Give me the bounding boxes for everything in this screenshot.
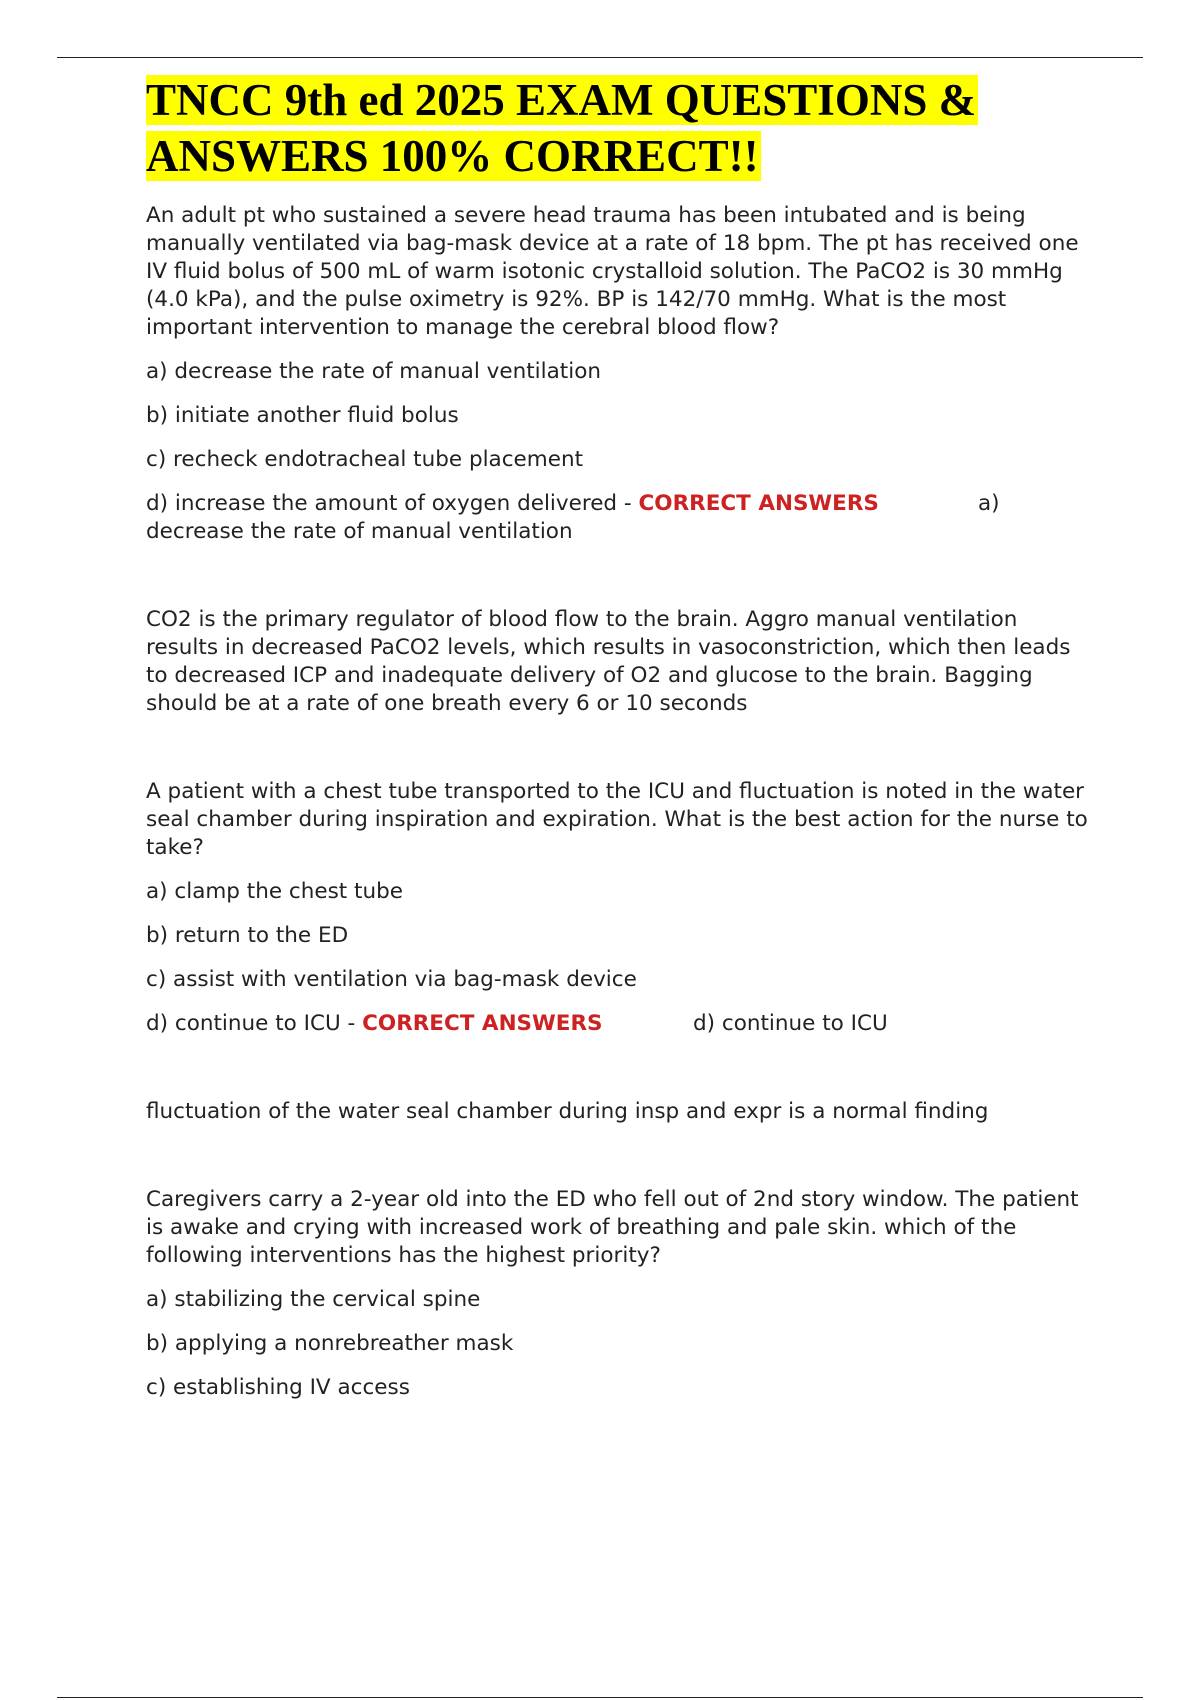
title-line-1: TNCC 9th ed 2025 EXAM QUESTIONS & xyxy=(146,75,977,125)
question-2-option-d: d) continue to ICU xyxy=(146,1011,341,1036)
question-1-option-a: a) decrease the rate of manual ventilation xyxy=(146,359,601,384)
question-1-stem: An adult pt who sustained a severe head trauma has been intubated and is being manually ventilated via bag-mask device at a rate of 18 bpm. The pt has received one IV fluid bolus of 500 mL of warm isotonic crystalloid solution. The PaCO2 is 30 mmHg (4.0 kPa), and the pulse oximetry is 92%. BP is 142/70 mmHg. What is the most important intervention to manage the cerebral blood flow? xyxy=(146,203,1079,340)
bottom-rule xyxy=(57,1697,1143,1698)
question-1-option-d-row: d) increase the amount of oxygen delivered - CORRECT ANSWERS a) xyxy=(146,491,1000,516)
correct-answers-label: CORRECT ANSWERS xyxy=(362,1011,603,1036)
question-3-option-a: a) stabilizing the cervical spine xyxy=(146,1287,481,1312)
question-2-answer-text: d) continue to ICU xyxy=(693,1011,888,1036)
question-1-answer-text: decrease the rate of manual ventilation xyxy=(146,519,573,544)
question-1-option-c: c) recheck endotracheal tube placement xyxy=(146,447,584,472)
top-rule xyxy=(57,57,1143,58)
question-2-option-d-row: d) continue to ICU - CORRECT ANSWERS d) continue to ICU xyxy=(146,1011,888,1036)
question-3-option-b: b) applying a nonrebreather mask xyxy=(146,1331,514,1356)
question-3-option-c: c) establishing IV access xyxy=(146,1375,410,1400)
question-2-rationale: fluctuation of the water seal chamber during insp and expr is a normal finding xyxy=(146,1099,989,1124)
document-title xyxy=(146,72,1096,184)
question-1-option-d: d) increase the amount of oxygen delivered xyxy=(146,491,618,516)
question-2-option-c: c) assist with ventilation via bag-mask device xyxy=(146,967,637,992)
correct-answers-label: CORRECT ANSWERS xyxy=(638,491,879,516)
question-2-option-a: a) clamp the chest tube xyxy=(146,879,403,904)
question-3-stem: Caregivers carry a 2-year old into the ED who fell out of 2nd story window. The patient is awake and crying with increased work of breathing and pale skin. which of the following interventions has the highest priority? xyxy=(146,1187,1079,1268)
document-body xyxy=(146,72,1096,1418)
question-2-option-b: b) return to the ED xyxy=(146,923,349,948)
question-1-rationale: CO2 is the primary regulator of blood flow to the brain. Aggro manual ventilation results in decreased PaCO2 levels, which results in vasoconstriction, which then leads to decreased ICP and inadequate delivery of O2 and glucose to the brain. Bagging should be at a rate of one breath every 6 or 10 seconds xyxy=(146,607,1071,716)
title-line-2: ANSWERS 100% CORRECT!! xyxy=(146,131,759,181)
question-2-stem: A patient with a chest tube transported to the ICU and fluctuation is noted in the water seal chamber during inspiration and expiration. What is the best action for the nurse to take? xyxy=(146,779,1088,860)
question-1-option-b: b) initiate another fluid bolus xyxy=(146,403,459,428)
question-1-answer-letter: a) xyxy=(978,491,1000,516)
